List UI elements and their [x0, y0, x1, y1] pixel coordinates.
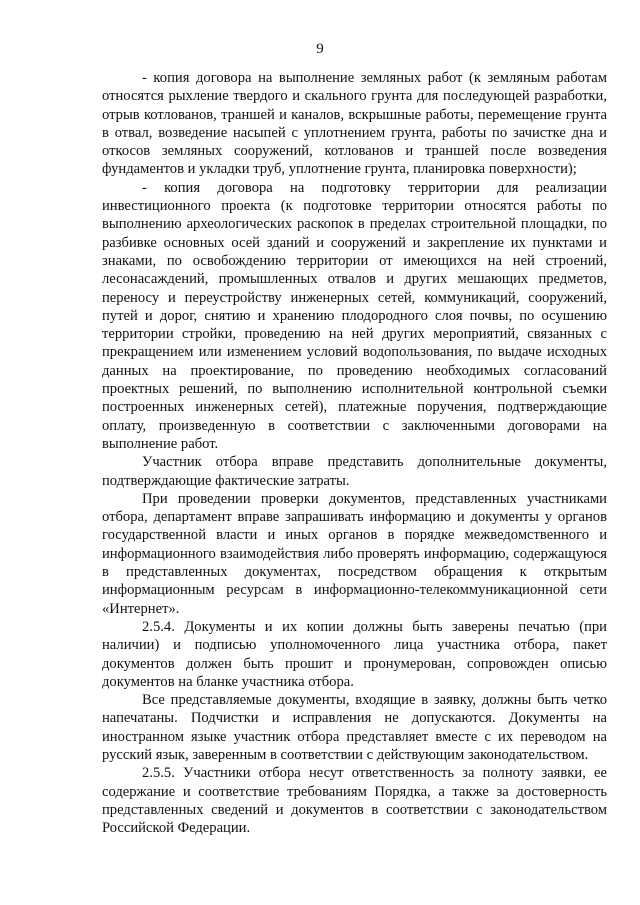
paragraph-earthworks-contract: - копия договора на выполнение земляных работ (к земляным работам относятся рыхление твердого и скального грунта для последующей разработки, отрыв котлованов, траншей и каналов, вскрышные работы, перемещение грунта в отвал, возведение насыпей с уплотнением грунта, работы по зачистке дна и откосов земляных сооружений, котлованов и траншей после возведения фундаментов и укладки труб, уплотнение грунта, планировка поверхности); — [102, 70, 607, 178]
paragraph-2-5-5: 2.5.5. Участники отбора несут ответственность за полноту заявки, ее содержание и соответствие требованиям Порядка, а также за достоверность представленных сведений и документов в соответствии с законодательством Российской Федерации. — [102, 765, 607, 837]
paragraph-document-requirements: Все представляемые документы, входящие в заявку, должны быть четко напечатаны. Подчистки и исправления не допускаются. Документы на иностранном языке участник отбора представляет вместе с их переводом на русский язык, заверенным в соответствии с действующим законодательством. — [102, 692, 607, 763]
paragraph-document-verification: При проведении проверки документов, представленных участниками отбора, департамент вправе запрашивать информацию и документы у органов государственной власти и иных органов в порядке межведомственного и информационного взаимодействия либо проверять информацию, содержащуюся в представленных документах, посредством обращения к открытым информационным ресурсам в информационно-телекоммуникационной сети «Интернет». — [102, 490, 607, 617]
paragraph-site-preparation-contract: - копия договора на подготовку территории для реализации инвестиционного проекта (к подготовке территории относятся работы по выполнению археологических раскопок в пределах строительной площадки, по разбивке основных осей зданий и сооружений и закрепление их пунктами и знаками, по освобождению территории от имеющихся на ней строений, лесонасаждений, промышленных отвалов и других мешающих предметов, переносу и переустройству инженерных сетей, коммуникаций, сооружений, путей и дорог, снятию и хранению плодородного слоя почвы, по осушению территории стройки, проведению на ней других мероприятий, связанных с прекращением или изменением условий водопользования, по выдаче исходных данных на проектирование, по проведению необходимых согласований проектных решений, по выполнению исполнительной контрольной съемки построенных инженерных сетей), платежные поручения, подтверждающие оплату, произведенную в соответствии с заключенными договорами на выполнение работ. — [102, 179, 607, 452]
paragraph-2-5-4: 2.5.4. Документы и их копии должны быть заверены печатью (при наличии) и подписью уполномоченного лица участника отбора, пакет документов должен быть прошит и пронумерован, сопровожден описью документов на бланке участника отбора. — [102, 618, 607, 690]
document-body — [102, 69, 607, 837]
paragraph-additional-documents: Участник отбора вправе представить дополнительные документы, подтверждающие фактические затраты. — [102, 454, 607, 489]
page-number: 9 — [316, 41, 324, 57]
